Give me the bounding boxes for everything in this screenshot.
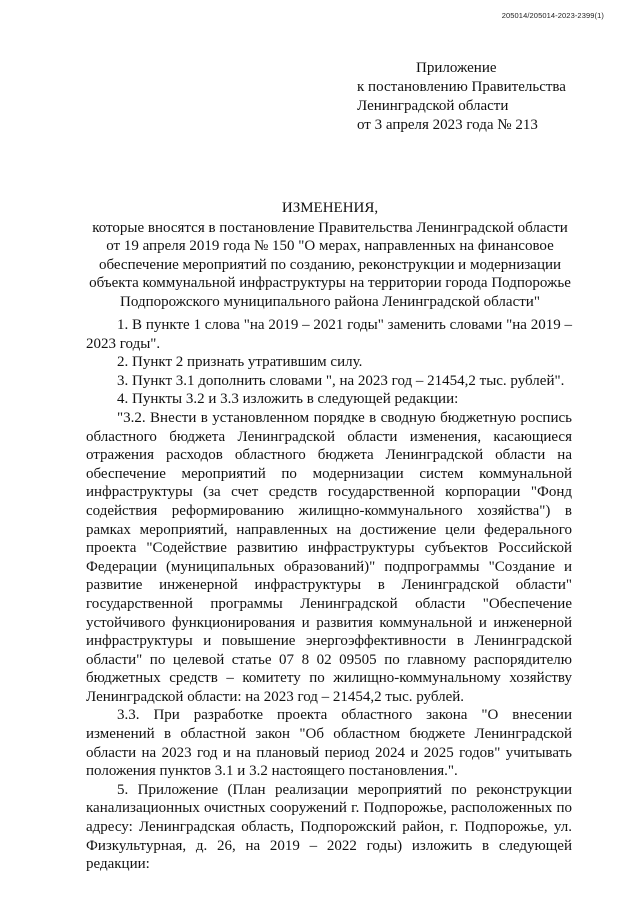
appendix-line: Ленинградской области xyxy=(357,98,509,114)
paragraph-4: 4. Пункты 3.2 и 3.3 изложить в следующей редакции: xyxy=(117,391,459,408)
paragraph-5: 5. Приложение (План реализации мероприятий по реконструкции канализационных очистных сооружений г. Подпорожье, расположенных по адресу: Ленинградская область, Подпорожский район, г. Подпорожье, ул. Физкультурная, д. 26, на 2019 – 2022 годы) изложить в следующей редакции: xyxy=(86,781,572,873)
appendix-block xyxy=(357,59,607,135)
appendix-date: от 3 апреля 2023 года № 213 xyxy=(357,117,538,133)
title-line: которые вносятся в постановление Правительства Ленинградской области xyxy=(92,219,568,236)
document-body xyxy=(86,316,572,874)
appendix-line: к постановлению Правительства xyxy=(357,79,566,95)
paragraph-1: 1. В пункте 1 слова "на 2019 – 2021 годы" заменить словами "на 2019 – 2023 годы". xyxy=(86,317,572,352)
title-line: от 19 апреля 2019 года № 150 "О мерах, направленных на финансовое xyxy=(106,238,554,254)
document-id: 205014/205014-2023-2399(1) xyxy=(501,11,604,20)
title-line: объекта коммунальной инфраструктуры на территории города Подпорожье xyxy=(89,275,571,291)
paragraph-3-2: "3.2. Внести в установленном порядке в сводную бюджетную роспись областного бюджета Ленинградской области изменения, касающиеся отражения расходов областного бюджета Ленинградской области на обеспечение мероприятий по модернизации систем коммунальной инфраструктуры (за счет средств государственной корпорации "Фонд содействия реформированию жилищно-коммунального хозяйства") в рамках мероприятий, направленных на достижение цели федерального проекта "Содействие развитию инфраструктуры субъектов Российской Федерации (муниципальных образований)" подпрограммы "Создание и развитие инженерной инфраструктуры в Ленинградской области" государственной программы Ленинградской области "Обеспечение устойчивого функционирования и развития коммунальной и инженерной инфраструктуры и повышение энергоэффективности в Ленинградской области" по целевой статье 07 8 02 09505 по главному распорядителю бюджетных средств – комитету по жилищно-коммунальному хозяйству Ленинградской области: на 2023 год – 21454,2 тыс. рублей. xyxy=(86,409,572,705)
paragraph-2: 2. Пункт 2 признать утратившим силу. xyxy=(117,354,363,371)
title-line: обеспечение мероприятий по созданию, реконструкции и модернизации xyxy=(98,256,562,273)
appendix-label: Приложение xyxy=(416,60,497,76)
paragraph-3-3: 3.3. При разработке проекта областного закона "О внесении изменений в областной закон "Об областном бюджете Ленинградской области на 2023 год и на плановый период 2024 и 2025 годов" учитывать положения пунктов 3.1 и 3.2 настоящего постановления.". xyxy=(86,707,572,780)
paragraph-3: 3. Пункт 3.1 дополнить словами ", на 2023 год – 21454,2 тыс. рублей". xyxy=(117,372,565,389)
title-line: Подпорожского муниципального района Ленинградской области" xyxy=(120,293,540,310)
document-title xyxy=(60,199,600,311)
title-heading: ИЗМЕНЕНИЯ, xyxy=(281,200,379,216)
